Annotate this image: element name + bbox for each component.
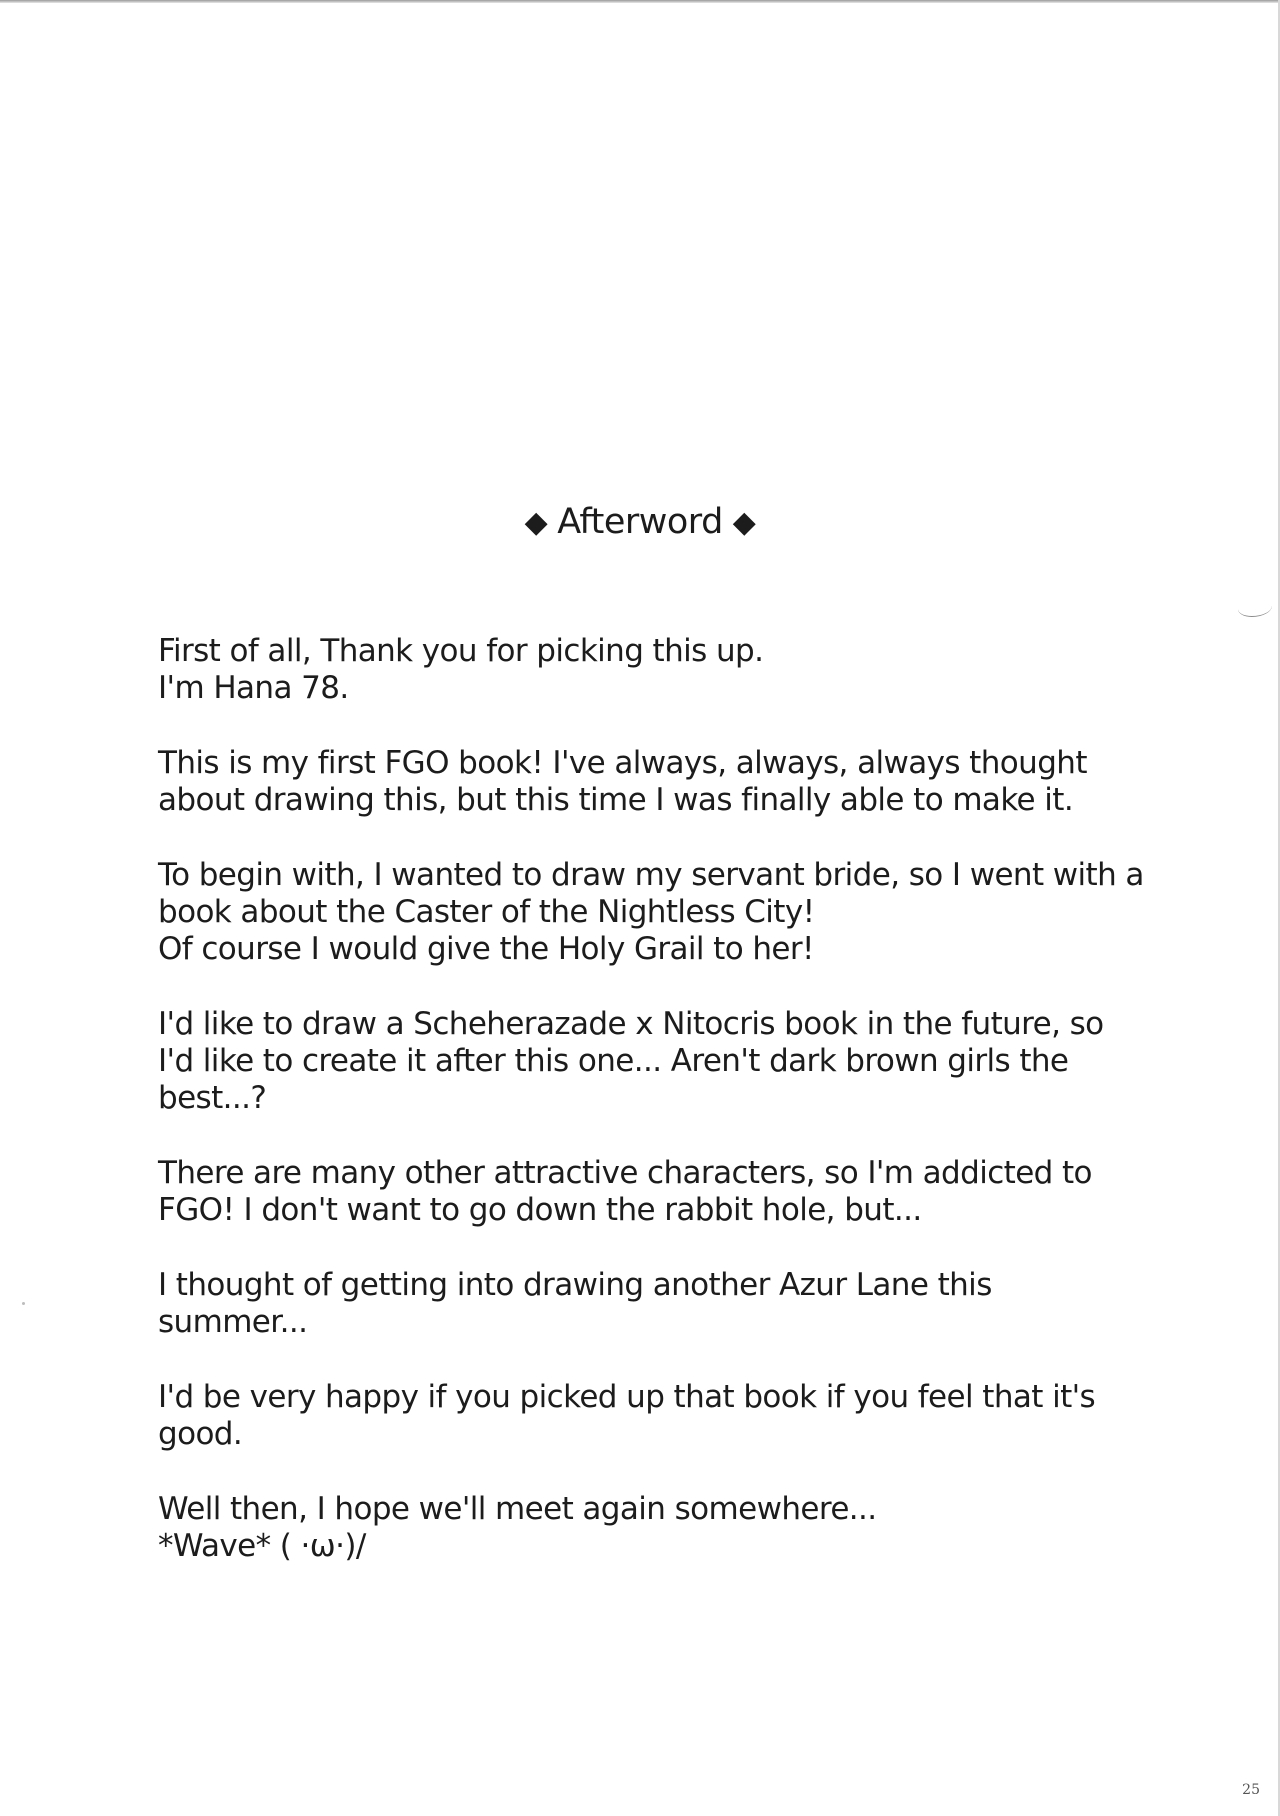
text-line: Of course I would give the Holy Grail to her! bbox=[158, 931, 814, 967]
paragraph bbox=[158, 857, 1208, 968]
text-line: I'd like to draw a Scheherazade x Nitocris book in the future, so bbox=[158, 1006, 1104, 1042]
page-title bbox=[0, 500, 1280, 545]
text-line: I'd be very happy if you picked up that book if you feel that it's bbox=[158, 1379, 1096, 1415]
page-title-text: Afterword bbox=[557, 502, 723, 542]
text-line: book about the Caster of the Nightless City! bbox=[158, 894, 815, 930]
paragraph bbox=[158, 1491, 1208, 1565]
paragraph bbox=[158, 745, 1208, 819]
scan-artifact-mark bbox=[1238, 598, 1272, 617]
text-line: good. bbox=[158, 1416, 243, 1452]
text-line: I'd like to create it after this one... Aren't dark brown girls the bbox=[158, 1043, 1069, 1079]
text-line: First of all, Thank you for picking this up. bbox=[158, 633, 764, 669]
text-line: I thought of getting into drawing another Azur Lane this bbox=[158, 1267, 992, 1303]
text-line: FGO! I don't want to go down the rabbit hole, but... bbox=[158, 1192, 922, 1228]
text-line: To begin with, I wanted to draw my servant bride, so I went with a bbox=[158, 857, 1144, 893]
text-line: about drawing this, but this time I was finally able to make it. bbox=[158, 782, 1074, 818]
scan-artifact-dot bbox=[22, 1302, 25, 1305]
text-line: best...? bbox=[158, 1080, 267, 1116]
text-line: Well then, I hope we'll meet again somewhere... bbox=[158, 1491, 877, 1527]
paragraph bbox=[158, 1155, 1208, 1229]
diamond-right-icon: ◆ bbox=[732, 505, 756, 540]
page-number: 25 bbox=[1242, 1782, 1260, 1798]
page-top-edge bbox=[0, 0, 1280, 3]
paragraph bbox=[158, 633, 1208, 707]
paragraph bbox=[158, 1006, 1208, 1117]
diamond-left-icon: ◆ bbox=[524, 505, 548, 540]
text-line: I'm Hana 78. bbox=[158, 670, 349, 706]
paragraph bbox=[158, 1267, 1208, 1341]
paragraph bbox=[158, 1379, 1208, 1453]
text-line: This is my first FGO book! I've always, always, always thought bbox=[158, 745, 1087, 781]
text-line: *Wave* ( ·ω·)/ bbox=[158, 1528, 366, 1564]
text-line: summer... bbox=[158, 1304, 308, 1340]
text-line: There are many other attractive characters, so I'm addicted to bbox=[158, 1155, 1092, 1191]
afterword-body bbox=[158, 633, 1208, 1603]
